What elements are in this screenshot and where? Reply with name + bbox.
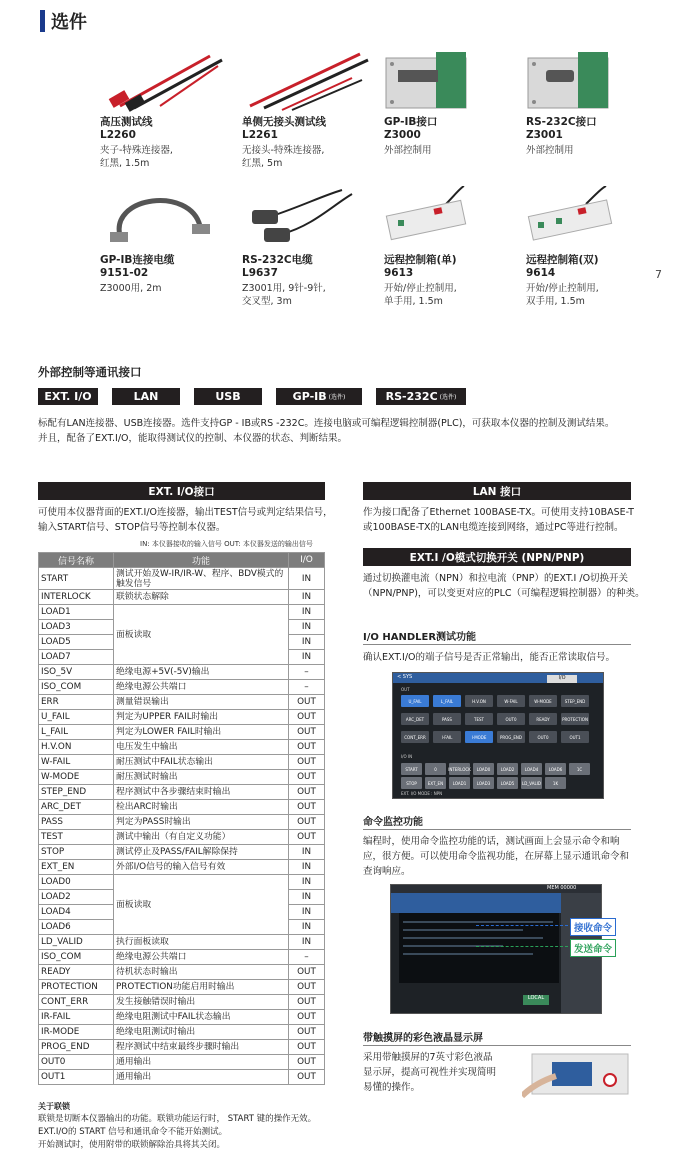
- signal-io: OUT: [289, 740, 325, 755]
- tag-lan: LAN: [112, 388, 180, 405]
- signal-function: 测试中输出（有自定义功能）: [114, 830, 289, 845]
- table-row: [39, 845, 325, 860]
- signal-function: 执行面板读取: [114, 935, 289, 950]
- signal-io: OUT: [289, 815, 325, 830]
- lcd-heading: 带触摸屏的彩色液晶显示屏: [363, 1033, 483, 1044]
- signal-io: IN: [289, 905, 325, 920]
- signal-name: READY: [39, 965, 114, 980]
- product-9613: [384, 186, 524, 308]
- tag-usb: USB: [194, 388, 262, 405]
- signal-io: IN: [289, 635, 325, 650]
- signal-name: LOAD1: [39, 605, 114, 620]
- signal-io: OUT: [289, 695, 325, 710]
- signal-name: IR-FAIL: [39, 1010, 114, 1025]
- table-row: [39, 725, 325, 740]
- handler-heading: I/O HANDLER测试功能: [363, 632, 477, 643]
- signal-io: OUT: [289, 1070, 325, 1085]
- extio-mode-label: EXT. I/O MODE : NPN: [401, 791, 443, 796]
- in-group-label: I/O IN: [401, 754, 413, 759]
- signal-io: IN: [289, 875, 325, 890]
- signal-function: 面板读取: [114, 875, 289, 935]
- out-signal-button: ARC_DET: [401, 713, 429, 725]
- signal-name: STOP: [39, 845, 114, 860]
- product-name: 远程控制箱(双): [526, 254, 599, 266]
- product-name: GP-IB连接电缆: [100, 254, 175, 266]
- monitor-log-area: [399, 913, 559, 983]
- test-lead-red-black-image: [100, 48, 230, 112]
- product-desc-line: 单手用, 1.5m: [384, 296, 443, 307]
- column-header: 功能: [114, 553, 289, 568]
- in-signal-indicator: EXT_EN: [425, 777, 446, 789]
- section-title: [40, 8, 87, 34]
- signal-function: 检出ARC时输出: [114, 800, 289, 815]
- table-row: [39, 590, 325, 605]
- lan-title-bar: LAN 接口: [363, 482, 631, 500]
- product-desc-line: 开始/停止控制用,: [526, 283, 599, 294]
- signal-function: 判定为LOWER FAIL时输出: [114, 725, 289, 740]
- table-row: [39, 740, 325, 755]
- signal-io: OUT: [289, 830, 325, 845]
- signal-io: OUT: [289, 1010, 325, 1025]
- in-signal-indicator: LOAD2: [497, 763, 518, 775]
- in-signal-indicator: 1C: [569, 763, 590, 775]
- signal-name: ISO_COM: [39, 950, 114, 965]
- test-lead-unterminated-image: [242, 48, 372, 112]
- signal-name: LD_VALID: [39, 935, 114, 950]
- out-signal-button: I-FAIL: [433, 731, 461, 743]
- recv-pointer-line: [476, 925, 568, 926]
- memory-readout: MEM 00000: [547, 885, 577, 891]
- signal-function: 通用输出: [114, 1070, 289, 1085]
- product-l2261: [242, 48, 382, 170]
- page-number: 7: [655, 268, 662, 281]
- switch-title-bar: EXT.I /O模式切换开关 (NPN/PNP): [363, 548, 631, 566]
- signal-name: LOAD2: [39, 890, 114, 905]
- in-signal-indicator: LOAD5: [497, 777, 518, 789]
- out-signal-button: TEST: [465, 713, 493, 725]
- table-row: [39, 665, 325, 680]
- signal-io: OUT: [289, 980, 325, 995]
- signal-name: W-FAIL: [39, 755, 114, 770]
- tag-gpib: GP-IB (选件): [276, 388, 362, 405]
- gpib-interface-card-image: [384, 48, 514, 112]
- table-row: [39, 965, 325, 980]
- signal-name: LOAD3: [39, 620, 114, 635]
- product-name: 高压测试线: [100, 116, 153, 128]
- product-l9637: [242, 186, 382, 308]
- out-signal-button: H.V.ON: [465, 695, 493, 707]
- signal-name: EXT_EN: [39, 860, 114, 875]
- product-model: Z3001: [526, 129, 563, 141]
- signal-io: IN: [289, 605, 325, 620]
- signal-name: LOAD0: [39, 875, 114, 890]
- product-model: 9151-02: [100, 267, 149, 279]
- instrument-touch-image: [522, 1050, 630, 1100]
- table-row: [39, 800, 325, 815]
- signal-function: 判定为UPPER FAIL时输出: [114, 710, 289, 725]
- out-signal-button: W-FAIL: [497, 695, 525, 707]
- product-desc-line: 交叉型, 3m: [242, 296, 292, 307]
- signal-name: TEST: [39, 830, 114, 845]
- handler-divider: [363, 644, 631, 645]
- signal-name: H.V.ON: [39, 740, 114, 755]
- product-desc-line: 开始/停止控制用,: [384, 283, 457, 294]
- screen-tab-io: I/O: [547, 675, 577, 683]
- signal-io: OUT: [289, 770, 325, 785]
- signal-function: 耐压测试中FAIL状态输出: [114, 755, 289, 770]
- table-row: [39, 1010, 325, 1025]
- lcd-divider: [363, 1045, 631, 1046]
- signal-name: CONT_ERR: [39, 995, 114, 1010]
- product-z3000: [384, 48, 524, 157]
- signal-function: 电压发生中输出: [114, 740, 289, 755]
- table-row: [39, 995, 325, 1010]
- table-row: [39, 1025, 325, 1040]
- extio-io-note: IN: 本仪器接收的输入信号 OUT: 本仪器发送的输出信号: [140, 540, 313, 548]
- send-callout: 发送命令: [570, 939, 616, 957]
- signal-io: IN: [289, 590, 325, 605]
- out-signal-button: STEP_END: [561, 695, 589, 707]
- product-desc-line: 夹子-特殊连接器,: [100, 145, 173, 156]
- signal-name: LOAD4: [39, 905, 114, 920]
- table-row: [39, 935, 325, 950]
- tag-extio: EXT. I/O: [38, 388, 98, 405]
- signal-function: 绝缘电源+5V(-5V)输出: [114, 665, 289, 680]
- interface-tags: [38, 388, 466, 405]
- signal-name: PROG_END: [39, 1040, 114, 1055]
- recv-callout: 接收命令: [570, 918, 616, 936]
- screen-back-label: < SYS: [397, 674, 413, 680]
- signal-io: IN: [289, 845, 325, 860]
- signal-function: 程序测试中结束最终步骤时输出: [114, 1040, 289, 1055]
- product-desc-line: 外部控制用: [384, 145, 432, 156]
- signal-io: OUT: [289, 1025, 325, 1040]
- table-row: [39, 950, 325, 965]
- interlock-footnote: 关于联锁 联锁是切断本仪器输出的功能。联锁功能运行时， START 键的操作无效。 EXT.I/O的 START 信号和通讯命令不能开始测试。 开始测试时，使用附带的联锁解除治具将其关闭。: [38, 1102, 317, 1150]
- signal-function: 外部I/O信号的输入信号有效: [114, 860, 289, 875]
- out-signal-button: CONT_ERR: [401, 731, 429, 743]
- signal-name: IR-MODE: [39, 1025, 114, 1040]
- signal-io: OUT: [289, 965, 325, 980]
- table-row: [39, 830, 325, 845]
- signal-function: 测量错误输出: [114, 695, 289, 710]
- signal-function: 待机状态时输出: [114, 965, 289, 980]
- signal-function: 面板读取: [114, 605, 289, 665]
- rs232c-cable-image: [242, 186, 372, 250]
- in-signal-indicator: LOAD0: [473, 763, 494, 775]
- in-signal-indicator: LD_VALID: [521, 777, 542, 789]
- product-desc-line: 红黑, 1.5m: [100, 158, 150, 169]
- table-row: [39, 785, 325, 800]
- signal-name: L_FAIL: [39, 725, 114, 740]
- in-signal-indicator: 0: [425, 763, 446, 775]
- switch-description: 通过切换灌电流（NPN）和拉电流（PNP）的EXT.I /O切换开关 （NPN/PNP)，可以变更对应的PLC（可编程逻辑控制器）的种类。: [363, 573, 645, 599]
- table-row: [39, 1070, 325, 1085]
- tag-rs232c: RS-232C (选件): [376, 388, 466, 405]
- signal-name: LOAD6: [39, 920, 114, 935]
- product-name: GP-IB接口: [384, 116, 438, 128]
- signal-name: LOAD5: [39, 635, 114, 650]
- in-signal-indicator: 1K: [545, 777, 566, 789]
- in-signal-indicator: INTERLOCK: [449, 763, 470, 775]
- signal-io: IN: [289, 920, 325, 935]
- table-row: [39, 568, 325, 590]
- table-row: [39, 1040, 325, 1055]
- in-signal-indicator: LOAD3: [473, 777, 494, 789]
- signal-name: OUT0: [39, 1055, 114, 1070]
- product-l2260: [100, 48, 240, 170]
- out-signal-button: PASS: [433, 713, 461, 725]
- signal-io: IN: [289, 890, 325, 905]
- signal-function: 判定为PASS时输出: [114, 815, 289, 830]
- out-group-label: OUT: [401, 687, 410, 692]
- product-desc-line: 红黑, 5m: [242, 158, 283, 169]
- signal-io: OUT: [289, 995, 325, 1010]
- out-signal-button: I-MODE: [465, 731, 493, 743]
- in-signal-indicator: LOAD1: [449, 777, 470, 789]
- signal-name: ARC_DET: [39, 800, 114, 815]
- ext-control-description: 标配有LAN连接器、USB连接器。选件支持GP - IB或RS -232C。连接电脑或可编程逻辑控制器(PLC)，可获取本仪器的控制及测试结果。 并且，配备了EXT.I/O，能取得测试仪的控制、本仪器的状态、判断结果。: [38, 418, 615, 444]
- table-row: [39, 695, 325, 710]
- in-signal-indicator: LOAD6: [545, 763, 566, 775]
- product-model: L2261: [242, 129, 278, 141]
- signal-name: LOAD7: [39, 650, 114, 665]
- table-row: [39, 755, 325, 770]
- signal-io: IN: [289, 650, 325, 665]
- out-signal-button: OUT0: [529, 731, 557, 743]
- signal-name: ISO_5V: [39, 665, 114, 680]
- signal-io: IN: [289, 935, 325, 950]
- in-signal-indicator: STOP: [401, 777, 422, 789]
- out-signal-button: U_FAIL: [401, 695, 429, 707]
- product-desc-line: 双手用, 1.5m: [526, 296, 585, 307]
- table-row: [39, 770, 325, 785]
- title-accent-bar: [40, 10, 45, 32]
- monitor-heading: 命令监控功能: [363, 817, 423, 828]
- section-title-text: 选件: [51, 12, 87, 33]
- signal-function: 绝缘电阻测试时输出: [114, 1025, 289, 1040]
- product-name: RS-232C电缆: [242, 254, 313, 266]
- signal-name: ERR: [39, 695, 114, 710]
- lan-description: 作为接口配备了Ethernet 100BASE-TX。可使用支持10BASE-T 或100BASE-TX的LAN电缆连接到网络，通过PC等进行控制。: [363, 507, 634, 533]
- signal-io: OUT: [289, 755, 325, 770]
- signal-name: STEP_END: [39, 785, 114, 800]
- signal-function: 程序测试中各步骤结束时输出: [114, 785, 289, 800]
- io-handler-screen: [392, 672, 604, 799]
- signal-io: OUT: [289, 800, 325, 815]
- product-name: RS-232C接口: [526, 116, 597, 128]
- extio-description: 可使用本仪器背面的EXT.I/O连接器，输出TEST信号或判定结果信号， 输入START信号、STOP信号等控制本仪器。: [38, 507, 333, 533]
- out-signal-button: READY: [529, 713, 557, 725]
- remote-control-box-single-image: [384, 186, 514, 250]
- out-signal-button: PROG_END: [497, 731, 525, 743]
- signal-function: 绝缘电源公共端口: [114, 680, 289, 695]
- signal-table: [38, 552, 325, 1085]
- signal-function: 测试停止及PASS/FAIL解除保持: [114, 845, 289, 860]
- signal-io: IN: [289, 568, 325, 590]
- signal-io: OUT: [289, 710, 325, 725]
- monitor-description: 编程时，使用命令监控功能的话，测试画面上会显示命令和响 应，很方便。可以使用命令监视功能，在屏幕上显示通讯命令和 查询响应。: [363, 836, 630, 877]
- product-model: L9637: [242, 267, 278, 279]
- signal-io: OUT: [289, 1040, 325, 1055]
- out-signal-button: OUT1: [561, 731, 589, 743]
- table-row: [39, 860, 325, 875]
- product-desc-line: 无接头-特殊连接器,: [242, 145, 325, 156]
- signal-name: PASS: [39, 815, 114, 830]
- extio-title-bar: EXT. I/O接口: [38, 482, 325, 500]
- product-z3001: [526, 48, 666, 157]
- signal-io: –: [289, 680, 325, 695]
- out-signal-button: W-MODE: [529, 695, 557, 707]
- remote-control-box-double-image: [526, 186, 656, 250]
- product-model: Z3000: [384, 129, 421, 141]
- table-row: [39, 980, 325, 995]
- signal-name: W-MODE: [39, 770, 114, 785]
- table-row: [39, 605, 325, 620]
- rs232c-interface-card-image: [526, 48, 656, 112]
- signal-function: 通用输出: [114, 1055, 289, 1070]
- table-row: [39, 875, 325, 890]
- send-pointer-line: [476, 946, 568, 947]
- in-signal-indicator: LOAD4: [521, 763, 542, 775]
- table-row: [39, 1055, 325, 1070]
- signal-io: IN: [289, 860, 325, 875]
- ext-control-heading: 外部控制等通讯接口: [38, 365, 142, 379]
- product-name: 单侧无接头测试线: [242, 116, 326, 128]
- signal-name: START: [39, 568, 114, 590]
- signal-name: INTERLOCK: [39, 590, 114, 605]
- out-signal-button: PROTECTION: [561, 713, 589, 725]
- signal-function: 绝缘电源公共端口: [114, 950, 289, 965]
- product-model: 9614: [526, 267, 556, 279]
- lcd-description: 采用带触摸屏的7英寸彩色液晶 显示屏，提高可视性并实现简明 易懂的操作。: [363, 1052, 497, 1093]
- product-desc-line: 外部控制用: [526, 145, 574, 156]
- signal-io: –: [289, 665, 325, 680]
- signal-io: OUT: [289, 725, 325, 740]
- out-signal-button: L_FAIL: [433, 695, 461, 707]
- table-row: [39, 815, 325, 830]
- signal-io: –: [289, 950, 325, 965]
- signal-name: ISO_COM: [39, 680, 114, 695]
- signal-name: PROTECTION: [39, 980, 114, 995]
- signal-function: 测试开始及W-IR/IR-W、程序、BDV模式的触发信号: [114, 568, 289, 590]
- handler-description: 确认EXT.I/O的端子信号是否正常输出，能否正常读取信号。: [363, 652, 616, 663]
- out-signal-button: OUT0: [497, 713, 525, 725]
- product-9151-02: [100, 186, 240, 295]
- product-model: L2260: [100, 129, 136, 141]
- signal-name: OUT1: [39, 1070, 114, 1085]
- in-signal-indicator: START: [401, 763, 422, 775]
- signal-name: U_FAIL: [39, 710, 114, 725]
- monitor-divider: [363, 829, 631, 830]
- signal-function: PROTECTION功能启用时输出: [114, 980, 289, 995]
- signal-io: IN: [289, 620, 325, 635]
- product-desc-line: Z3001用, 9针-9针,: [242, 283, 326, 294]
- gpib-cable-image: [100, 186, 230, 250]
- product-9614: [526, 186, 666, 308]
- signal-function: 耐压测试时输出: [114, 770, 289, 785]
- signal-io: OUT: [289, 785, 325, 800]
- table-row: [39, 680, 325, 695]
- product-desc-line: Z3000用, 2m: [100, 283, 162, 294]
- local-button: LOCAL: [523, 995, 549, 1005]
- product-name: 远程控制箱(单): [384, 254, 457, 266]
- signal-function: 绝缘电阻测试中FAIL状态输出: [114, 1010, 289, 1025]
- product-model: 9613: [384, 267, 414, 279]
- signal-function: 发生接触错误时输出: [114, 995, 289, 1010]
- column-header: 信号名称: [39, 553, 114, 568]
- signal-function: 联锁状态解除: [114, 590, 289, 605]
- signal-io: OUT: [289, 1055, 325, 1070]
- column-header: I/O: [289, 553, 325, 568]
- table-row: [39, 710, 325, 725]
